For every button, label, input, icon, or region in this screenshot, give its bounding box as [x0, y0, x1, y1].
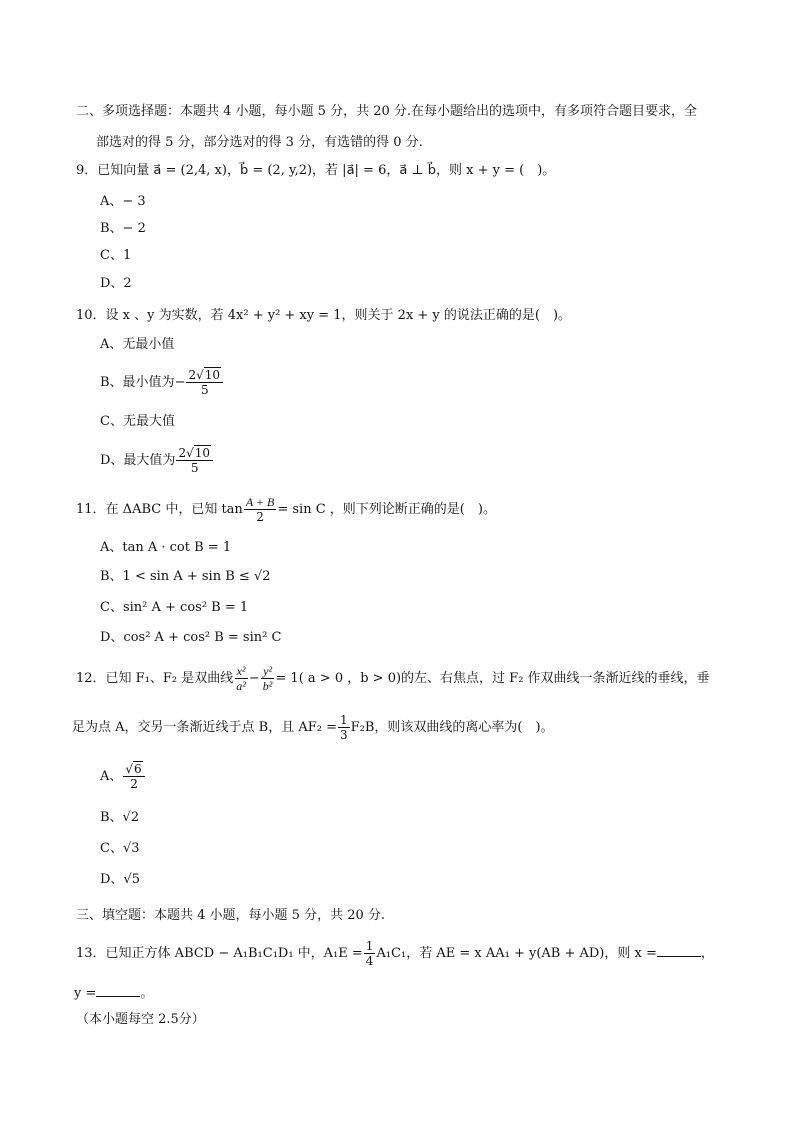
q10-frac-den: 5: [200, 383, 209, 397]
q12-frac2-num: y²: [263, 664, 273, 678]
q12-option-c: C、√3: [100, 841, 140, 856]
q13-note: （本小题每空 2.5分）: [76, 1012, 205, 1027]
q13-mid: A₁C₁，若 AE = x AA₁ + y(AB + AD)，则 x =: [376, 946, 657, 961]
q9-option-a: A、− 3: [100, 194, 146, 209]
q10-d-frac-coef: 2: [178, 446, 187, 460]
q12-line2-prefix: 足为点 A，交另一条渐近线于点 B，且 AF₂ =: [72, 720, 337, 735]
q13-stem-line2: [74, 984, 153, 1002]
q12-option-d: D、√5: [100, 872, 140, 887]
q13-frac-num: 1: [365, 939, 374, 953]
q12-a-frac-den: 2: [130, 777, 138, 791]
q12-option-a-prefix: A、: [100, 769, 123, 784]
q12-stem-line1: [76, 662, 710, 696]
q11-suffix: = sin C ，则下列论断正确的是( )。: [277, 502, 496, 517]
q10-option-b-sign: −: [174, 375, 186, 390]
q10-radicand: 10: [204, 368, 221, 382]
q13-line2-end: 。: [140, 986, 154, 1001]
q10-option-d: [100, 444, 214, 478]
section3-header: 三、填空题：本题共 4 小题，每小题 5 分，共 20 分.: [76, 908, 386, 923]
q12-line1-suffix: = 1( a > 0 ，b > 0)的左、右焦点，过 F₂ 作双曲线一条渐近线的垂线，垂: [275, 671, 710, 686]
q9-option-c: C、1: [100, 248, 132, 263]
q13-fraction: [364, 939, 376, 968]
q10-d-frac-den: 5: [190, 461, 199, 475]
q10-d-frac-num: [176, 446, 213, 461]
q12-option-a: [100, 758, 146, 796]
q13-answer-blank-y[interactable]: [96, 984, 140, 997]
q11-prefix: 11．在 ΔABC 中，已知 tan: [76, 502, 243, 517]
q11-stem: [76, 493, 496, 527]
q10-frac-num: [186, 368, 223, 383]
q10-option-a: A、无最小值: [100, 337, 175, 352]
q13-line2-prefix: y =: [74, 986, 97, 1001]
q10-option-b: [100, 366, 224, 400]
q12-line1-prefix: 12．已知 F₁、F₂ 是双曲线: [76, 671, 234, 686]
q9-stem: 9．已知向量 a⃗ = (2,4, x)，b⃗ = (2, y,2)，若 |a⃗| = 6，a⃗ ⊥ b⃗，则 x + y = ( )。: [76, 163, 556, 178]
q10-sqrt: √10: [196, 368, 221, 382]
q10-option-d-fraction: [176, 446, 213, 475]
q12-frac1-num: x²: [236, 664, 246, 678]
q12-fraction-x: [234, 664, 248, 693]
q13-answer-blank-x[interactable]: [657, 944, 701, 957]
q12-option-a-fraction: [123, 762, 144, 791]
q10-d-radicand: 10: [194, 446, 211, 460]
q13-frac-den: 4: [365, 954, 374, 968]
q12-stem-line2: [72, 711, 554, 745]
q12-a-frac-num: [123, 762, 144, 777]
q12-frac1-den: a²: [236, 679, 246, 693]
q10-frac-coef: 2: [188, 368, 197, 382]
q11-frac-den: 2: [256, 510, 264, 524]
q11-option-b: B、1 < sin A + sin B ≤ √2: [100, 569, 271, 584]
q10-option-b-fraction: [186, 368, 223, 397]
q12-fraction-y: [261, 664, 275, 693]
q12-frac3-num: 1: [339, 713, 348, 727]
q12-a-radicand: 6: [134, 762, 142, 776]
q10-d-sqrt: √10: [186, 446, 211, 460]
section2-header-cont: 部选对的得 5 分，部分选对的得 3 分，有选错的得 0 分.: [96, 135, 423, 150]
q12-option-b: B、√2: [100, 810, 140, 825]
q11-fraction: [244, 495, 277, 524]
q10-option-c: C、无最大值: [100, 414, 175, 429]
q11-option-c: C、sin² A + cos² B = 1: [100, 600, 249, 615]
q11-option-d: D、cos² A + cos² B = sin² C: [100, 630, 282, 645]
q10-stem: 10．设 x 、y 为实数，若 4x² + y² + xy = 1，则关于 2x + y 的说法正确的是( )。: [76, 308, 572, 323]
q12-line2-suffix: F₂B，则该双曲线的离心率为( )。: [350, 720, 554, 735]
q13-stem-line1: [76, 937, 714, 971]
q12-a-sqrt: √6: [125, 762, 142, 776]
q9-option-b: B、− 2: [100, 221, 146, 236]
q12-frac2-den: b²: [262, 679, 273, 693]
section2-header: 二、多项选择题：本题共 4 小题，每小题 5 分，共 20 分.在每小题给出的选项中，有多项符合题目要求，全: [76, 104, 698, 119]
q10-option-b-prefix: B、最小值为: [100, 375, 175, 390]
q11-option-a: A、tan A · cot B = 1: [100, 540, 232, 555]
q12-fraction-third: [338, 713, 350, 742]
q12-minus: −: [248, 671, 260, 686]
q13-end: ，: [700, 946, 714, 961]
q12-frac3-den: 3: [339, 728, 348, 742]
q10-option-d-prefix: D、最大值为: [100, 453, 176, 468]
q9-option-d: D、2: [100, 276, 132, 291]
q11-frac-num: A + B: [245, 495, 275, 509]
q13-prefix: 13．已知正方体 ABCD − A₁B₁C₁D₁ 中，A₁E =: [76, 946, 363, 961]
